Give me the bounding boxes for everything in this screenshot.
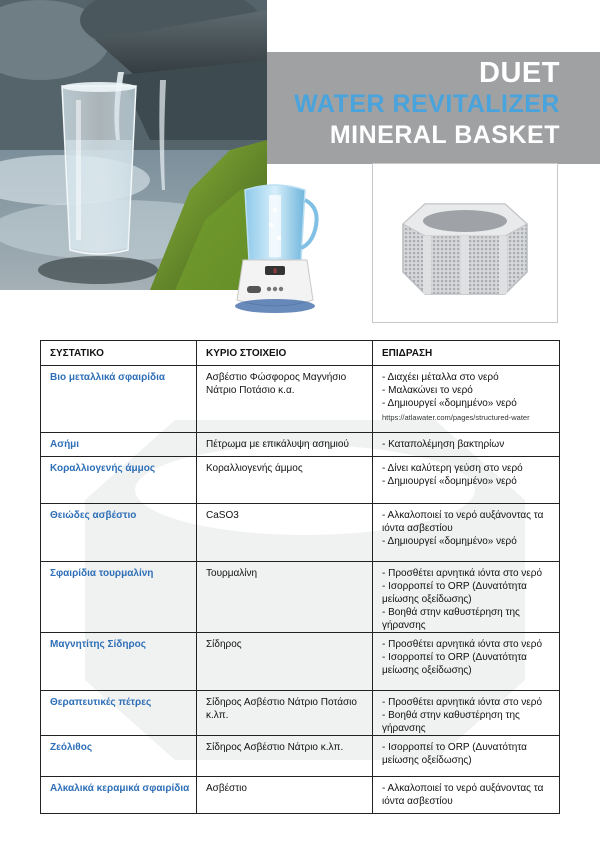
effect-item: - Διαχέει μέταλλα στο νερό bbox=[382, 372, 499, 383]
effect-cell bbox=[373, 736, 560, 777]
header-ingredient: ΣΥΣΤΑΤΙΚΟ bbox=[41, 341, 197, 366]
effect-cell bbox=[373, 633, 560, 691]
header-effect: ΕΠΙΔΡΑΣΗ bbox=[373, 341, 560, 366]
table-row bbox=[41, 691, 560, 736]
effect-item: - Βοηθά στην καθυστέρηση της γήρανσης bbox=[382, 710, 520, 734]
main-element: CaSO3 bbox=[197, 504, 373, 562]
effect-item: - Μαλακώνει το νερό bbox=[382, 385, 473, 396]
effect-item: - Ισορροπεί το ORP (Δυνατότητα μείωσης οξείδωσης) bbox=[382, 652, 527, 676]
ingredient-name: Κοραλλιογενής άμμος bbox=[41, 457, 197, 504]
ingredient-name: Σφαιρίδια τουρμαλίνη bbox=[41, 562, 197, 633]
table-row bbox=[41, 457, 560, 504]
effect-item: - Δημιουργεί «δομημένο» νερό bbox=[382, 398, 517, 409]
effect-item: - Αλκαλοποιεί το νερό αυξάνοντας τα ιόντα ασβεστίου bbox=[382, 783, 544, 807]
effect-item: - Αλκαλοποιεί το νερό αυξάνοντας τα ιόντα ασβεστίου bbox=[382, 510, 544, 534]
title-line-duet: DUET bbox=[479, 57, 560, 89]
main-element: Πέτρωμα με επικάλυψη ασημιού bbox=[197, 433, 373, 457]
effect-cell bbox=[373, 777, 560, 814]
reference-url: https://atlawater.com/pages/structured-water bbox=[382, 413, 530, 422]
main-element: Σίδηρος Ασβέστιο Νάτριο Ποτάσιο κ.λπ. bbox=[197, 691, 373, 736]
effect-item: - Ισορροπεί το ORP (Δυνατότητα μείωσης οξείδωσης) bbox=[382, 581, 527, 605]
title-banner bbox=[267, 52, 600, 164]
ingredient-name: Ζεόλιθος bbox=[41, 736, 197, 777]
table-row bbox=[41, 366, 560, 433]
water-revitalizer-device-illustration bbox=[225, 170, 325, 325]
mineral-basket-image bbox=[372, 163, 558, 323]
ingredient-name: Ασήμι bbox=[41, 433, 197, 457]
effect-item: - Καταπολέμηση βακτηρίων bbox=[382, 439, 505, 450]
effect-item: - Δημιουργεί «δομημένο» νερό bbox=[382, 536, 517, 547]
device-image bbox=[225, 170, 325, 325]
ingredient-name: Θειώδες ασβέστιο bbox=[41, 504, 197, 562]
effect-cell bbox=[373, 366, 560, 433]
title-line-mineral-basket: MINERAL BASKET bbox=[329, 121, 560, 149]
header-main-element: ΚΥΡΙΟ ΣΤΟΙΧΕΙΟ bbox=[197, 341, 373, 366]
effect-item: - Προσθέτει αρνητικά ιόντα στο νερό bbox=[382, 697, 542, 708]
main-element: Ασβέστιο bbox=[197, 777, 373, 814]
effect-cell bbox=[373, 433, 560, 457]
effect-item: - Βοηθά στην καθυστέρηση της γήρανσης bbox=[382, 607, 520, 631]
table-row bbox=[41, 633, 560, 691]
mineral-basket-illustration bbox=[373, 164, 557, 322]
effect-item: - Προσθέτει αρνητικά ιόντα στο νερό bbox=[382, 639, 542, 650]
svg-text:8: 8 bbox=[273, 268, 277, 275]
main-element: Κοραλλιογενής άμμος bbox=[197, 457, 373, 504]
table-row bbox=[41, 433, 560, 457]
table-row bbox=[41, 562, 560, 633]
ingredient-name: Αλκαλικά κεραμικά σφαιρίδια bbox=[41, 777, 197, 814]
effect-cell bbox=[373, 691, 560, 736]
effect-cell bbox=[373, 457, 560, 504]
effect-item: - Δημιουργεί «δομημένο» νερό bbox=[382, 476, 517, 487]
main-element: Σίδηρος bbox=[197, 633, 373, 691]
ingredient-name: Θεραπευτικές πέτρες bbox=[41, 691, 197, 736]
ingredients-table bbox=[40, 340, 560, 814]
table-header-row bbox=[41, 341, 560, 366]
effect-cell bbox=[373, 504, 560, 562]
effect-item: - Προσθέτει αρνητικά ιόντα στο νερό bbox=[382, 568, 542, 579]
effect-item: - Ισορροπεί το ORP (Δυνατότητα μείωσης οξείδωσης) bbox=[382, 742, 527, 766]
main-element: Σίδηρος Ασβέστιο Νάτριο κ.λπ. bbox=[197, 736, 373, 777]
effect-item: - Δίνει καλύτερη γεύση στο νερό bbox=[382, 463, 523, 474]
ingredient-name: Βιο μεταλλικά σφαιρίδια bbox=[41, 366, 197, 433]
table-row bbox=[41, 736, 560, 777]
ingredient-name: Μαγνητίτης Σίδηρος bbox=[41, 633, 197, 691]
main-element: Ασβέστιο Φώσφορος Μαγνήσιο Νάτριο Ποτάσιο κ.α. bbox=[197, 366, 373, 433]
title-line-water-revitalizer: WATER REVITALIZER bbox=[294, 90, 560, 118]
table-row bbox=[41, 777, 560, 814]
main-element: Τουρμαλίνη bbox=[197, 562, 373, 633]
effect-cell bbox=[373, 562, 560, 633]
table-row bbox=[41, 504, 560, 562]
